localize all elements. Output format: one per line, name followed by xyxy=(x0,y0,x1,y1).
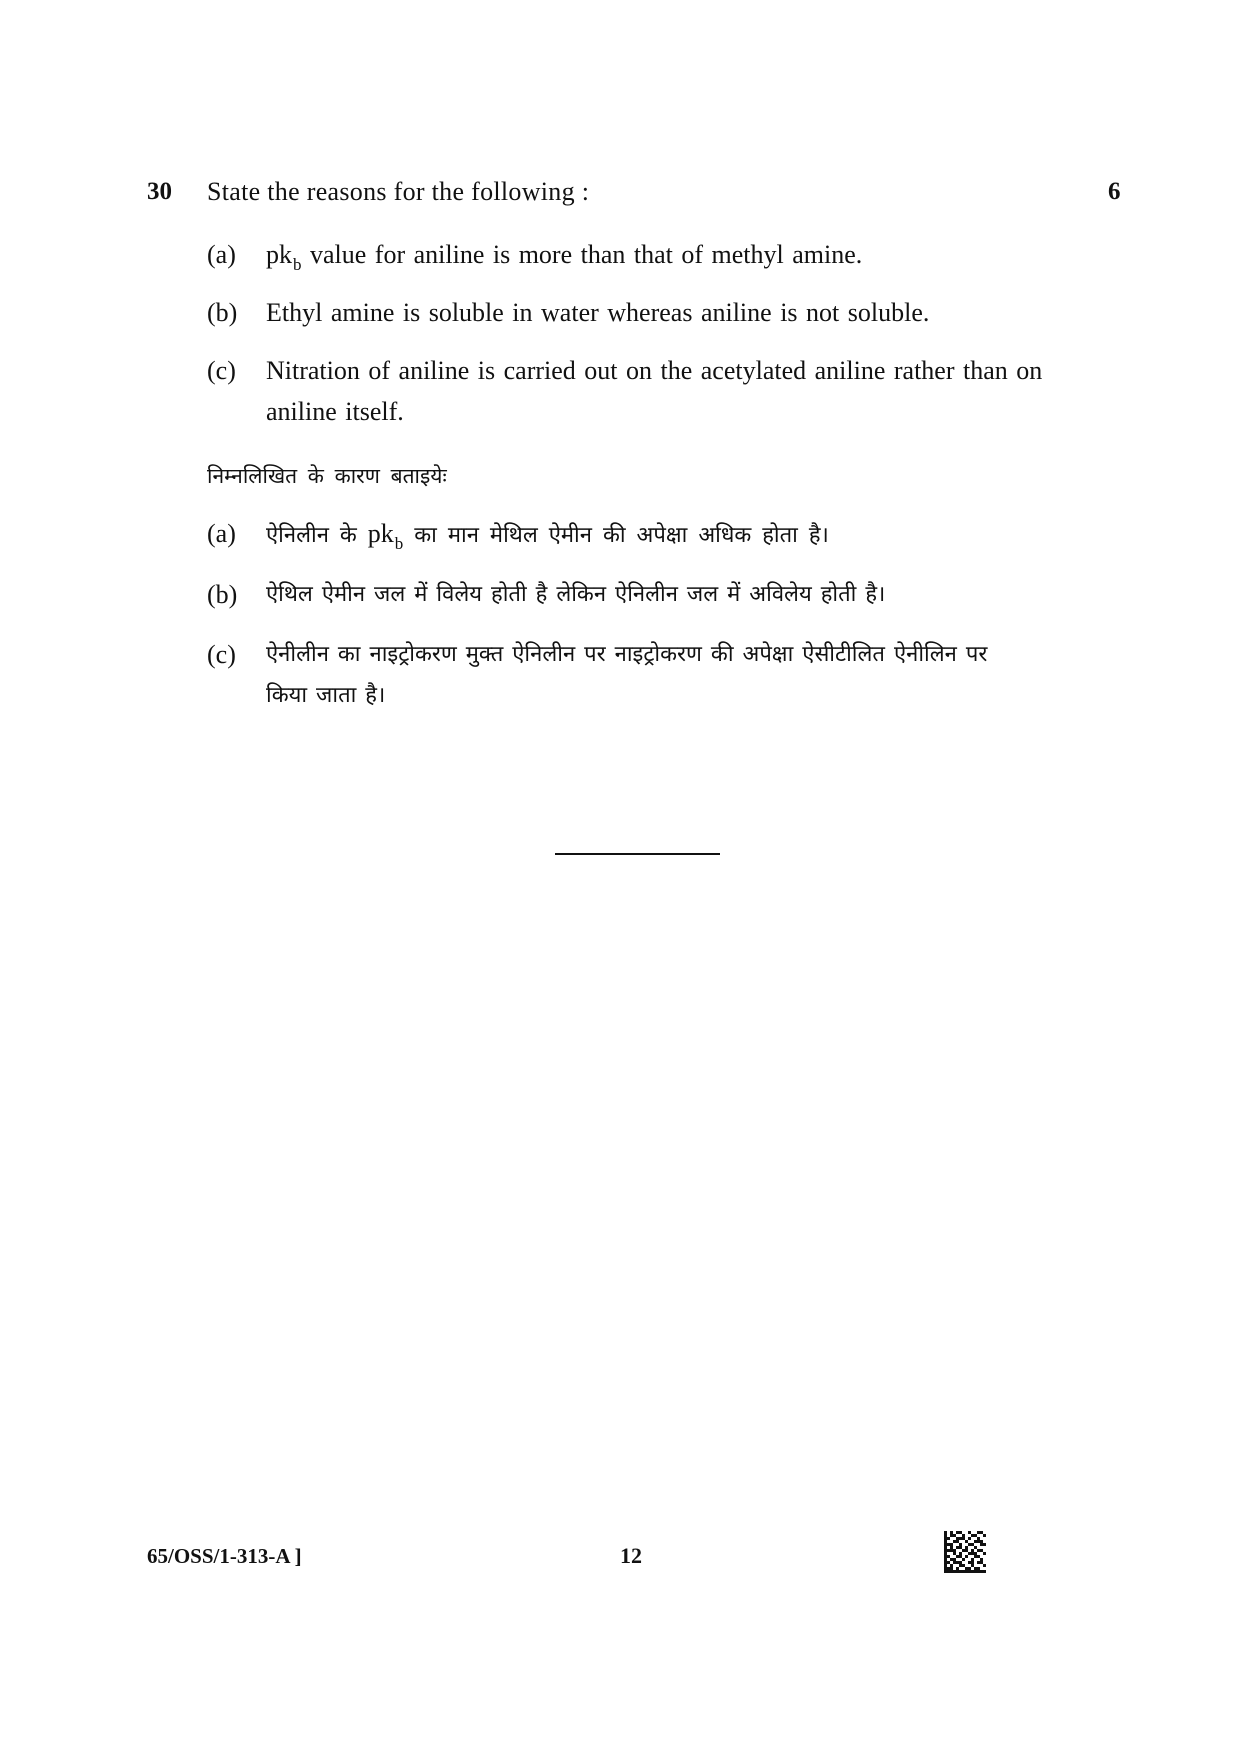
part-label: (b) xyxy=(207,298,238,327)
part-text-line-2: aniline itself. xyxy=(266,397,404,426)
part-text-rest: का मान मेथिल ऐमीन की अपेक्षा अधिक होता है। xyxy=(403,523,829,548)
part-text-line-2: किया जाता है। xyxy=(266,683,386,708)
part-label: (a) xyxy=(207,519,236,548)
pkb-subscript: b xyxy=(394,534,404,553)
part-text-start: ऐनिलीन के xyxy=(266,523,368,548)
part-text-line-1: ऐनीलीन का नाइट्रोकरण मुक्त ऐनिलीन पर नाइट्रोकरण की अपेक्षा ऐसीटीलित ऐनीलिन पर xyxy=(266,642,988,667)
pkb-symbol: pk xyxy=(367,519,394,548)
english-part-c xyxy=(207,350,1077,432)
part-text xyxy=(266,350,1076,432)
part-text xyxy=(266,234,1076,278)
english-part-a xyxy=(207,234,1077,275)
qr-code-icon xyxy=(944,1531,986,1573)
part-text xyxy=(266,634,1076,716)
part-text: ऐथिल ऐमीन जल में विलेय होती है लेकिन ऐनिलीन जल में अविलेय होती है। xyxy=(266,582,886,607)
part-text xyxy=(266,513,1076,557)
pkb-symbol: pk xyxy=(266,240,292,269)
part-label: (c) xyxy=(207,356,236,385)
part-text-line-1: Nitration of aniline is carried out on the acetylated aniline rather than on xyxy=(266,356,1043,385)
part-text-rest: value for aniline is more than that of methyl amine. xyxy=(301,240,863,269)
part-text: Ethyl amine is soluble in water whereas aniline is not soluble. xyxy=(266,298,930,327)
page-number: 12 xyxy=(620,1543,642,1568)
paper-code: 65/OSS/1-313-A ] xyxy=(147,1544,302,1568)
question-number: 30 xyxy=(147,178,172,205)
pkb-subscript: b xyxy=(293,255,302,274)
hindi-part-b xyxy=(207,574,1077,615)
english-part-b xyxy=(207,292,1077,333)
part-label: (b) xyxy=(207,580,238,609)
part-label: (c) xyxy=(207,640,236,669)
hindi-part-c xyxy=(207,634,1077,716)
question-prompt-hindi: निम्नलिखित के कारण बताइयेः xyxy=(207,464,447,488)
question-marks: 6 xyxy=(1108,178,1121,205)
hindi-part-a xyxy=(207,513,1077,554)
part-label: (a) xyxy=(207,240,236,269)
question-prompt-english: State the reasons for the following : xyxy=(207,177,590,206)
end-divider xyxy=(555,853,720,855)
